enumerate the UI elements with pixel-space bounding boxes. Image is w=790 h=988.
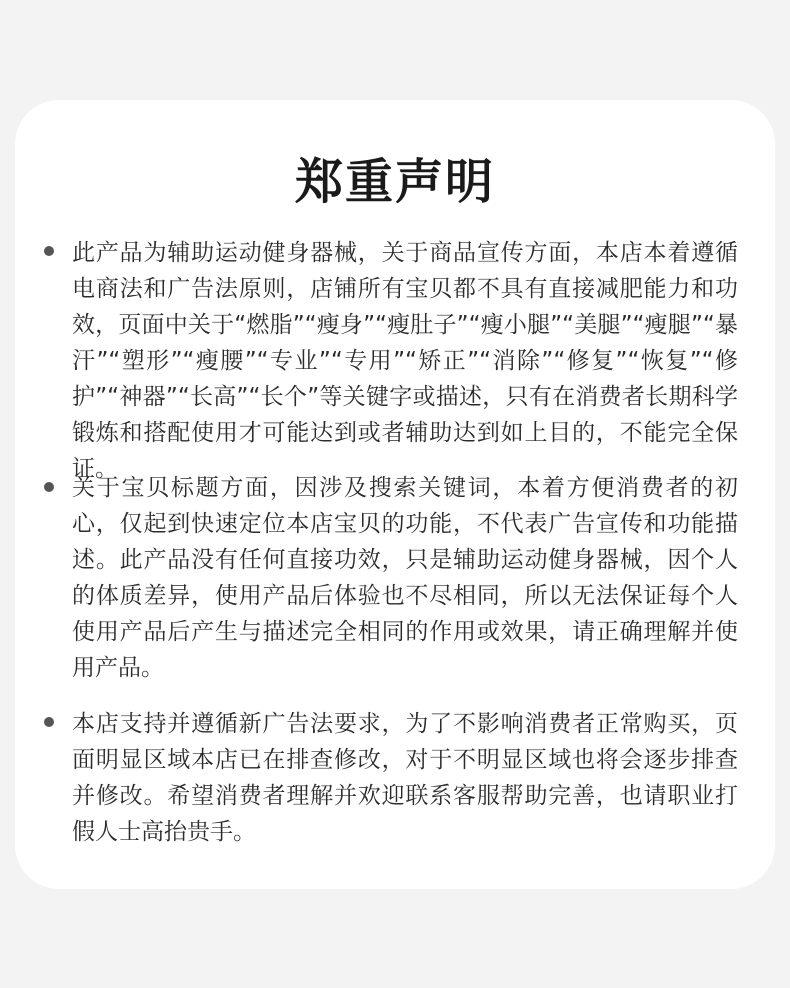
bullet-icon [44, 482, 54, 492]
notice-item: 此产品为辅助运动健身器械，关于商品宣传方面，本店本着遵循电商法和广告法原则，店铺所有宝贝都不具有直接减肥能力和功效，页面中关于“燃脂”“瘦身”“瘦肚子”“瘦小腿”“美腿”“瘦腿”“暴汗”“塑形”“瘦腰”“专业”“专用”“矫正”“消除”“修复”“恢复”“修护”“神器”“长高”“长个”等关键字或描述，只有在消费者长期科学锻炼和搭配使用才可能达到或者辅助达到如上目的，不能完全保证。 [72, 240, 738, 482]
notice-item: 本店支持并遵循新广告法要求，为了不影响消费者正常购买，页面明显区域本店已在排查修改，对于不明显区域也将会逐步排查并修改。希望消费者理解并欢迎联系客服帮助完善，也请职业打假人士高抬贵手。 [72, 711, 738, 845]
bullet-icon [44, 717, 54, 727]
notice-item: 关于宝贝标题方面，因涉及搜索关键词，本着方便消费者的初心，仅起到快速定位本店宝贝的功能，不代表广告宣传和功能描述。此产品没有任何直接功效，只是辅助运动健身器械，因个人的体质差异，使用产品后体验也不尽相同，所以无法保证每个人使用产品后产生与描述完全相同的作用或效果，请正确理解并使用产品。 [72, 475, 738, 681]
bullet-icon [44, 246, 54, 256]
page-title: 郑重声明 [294, 154, 495, 210]
